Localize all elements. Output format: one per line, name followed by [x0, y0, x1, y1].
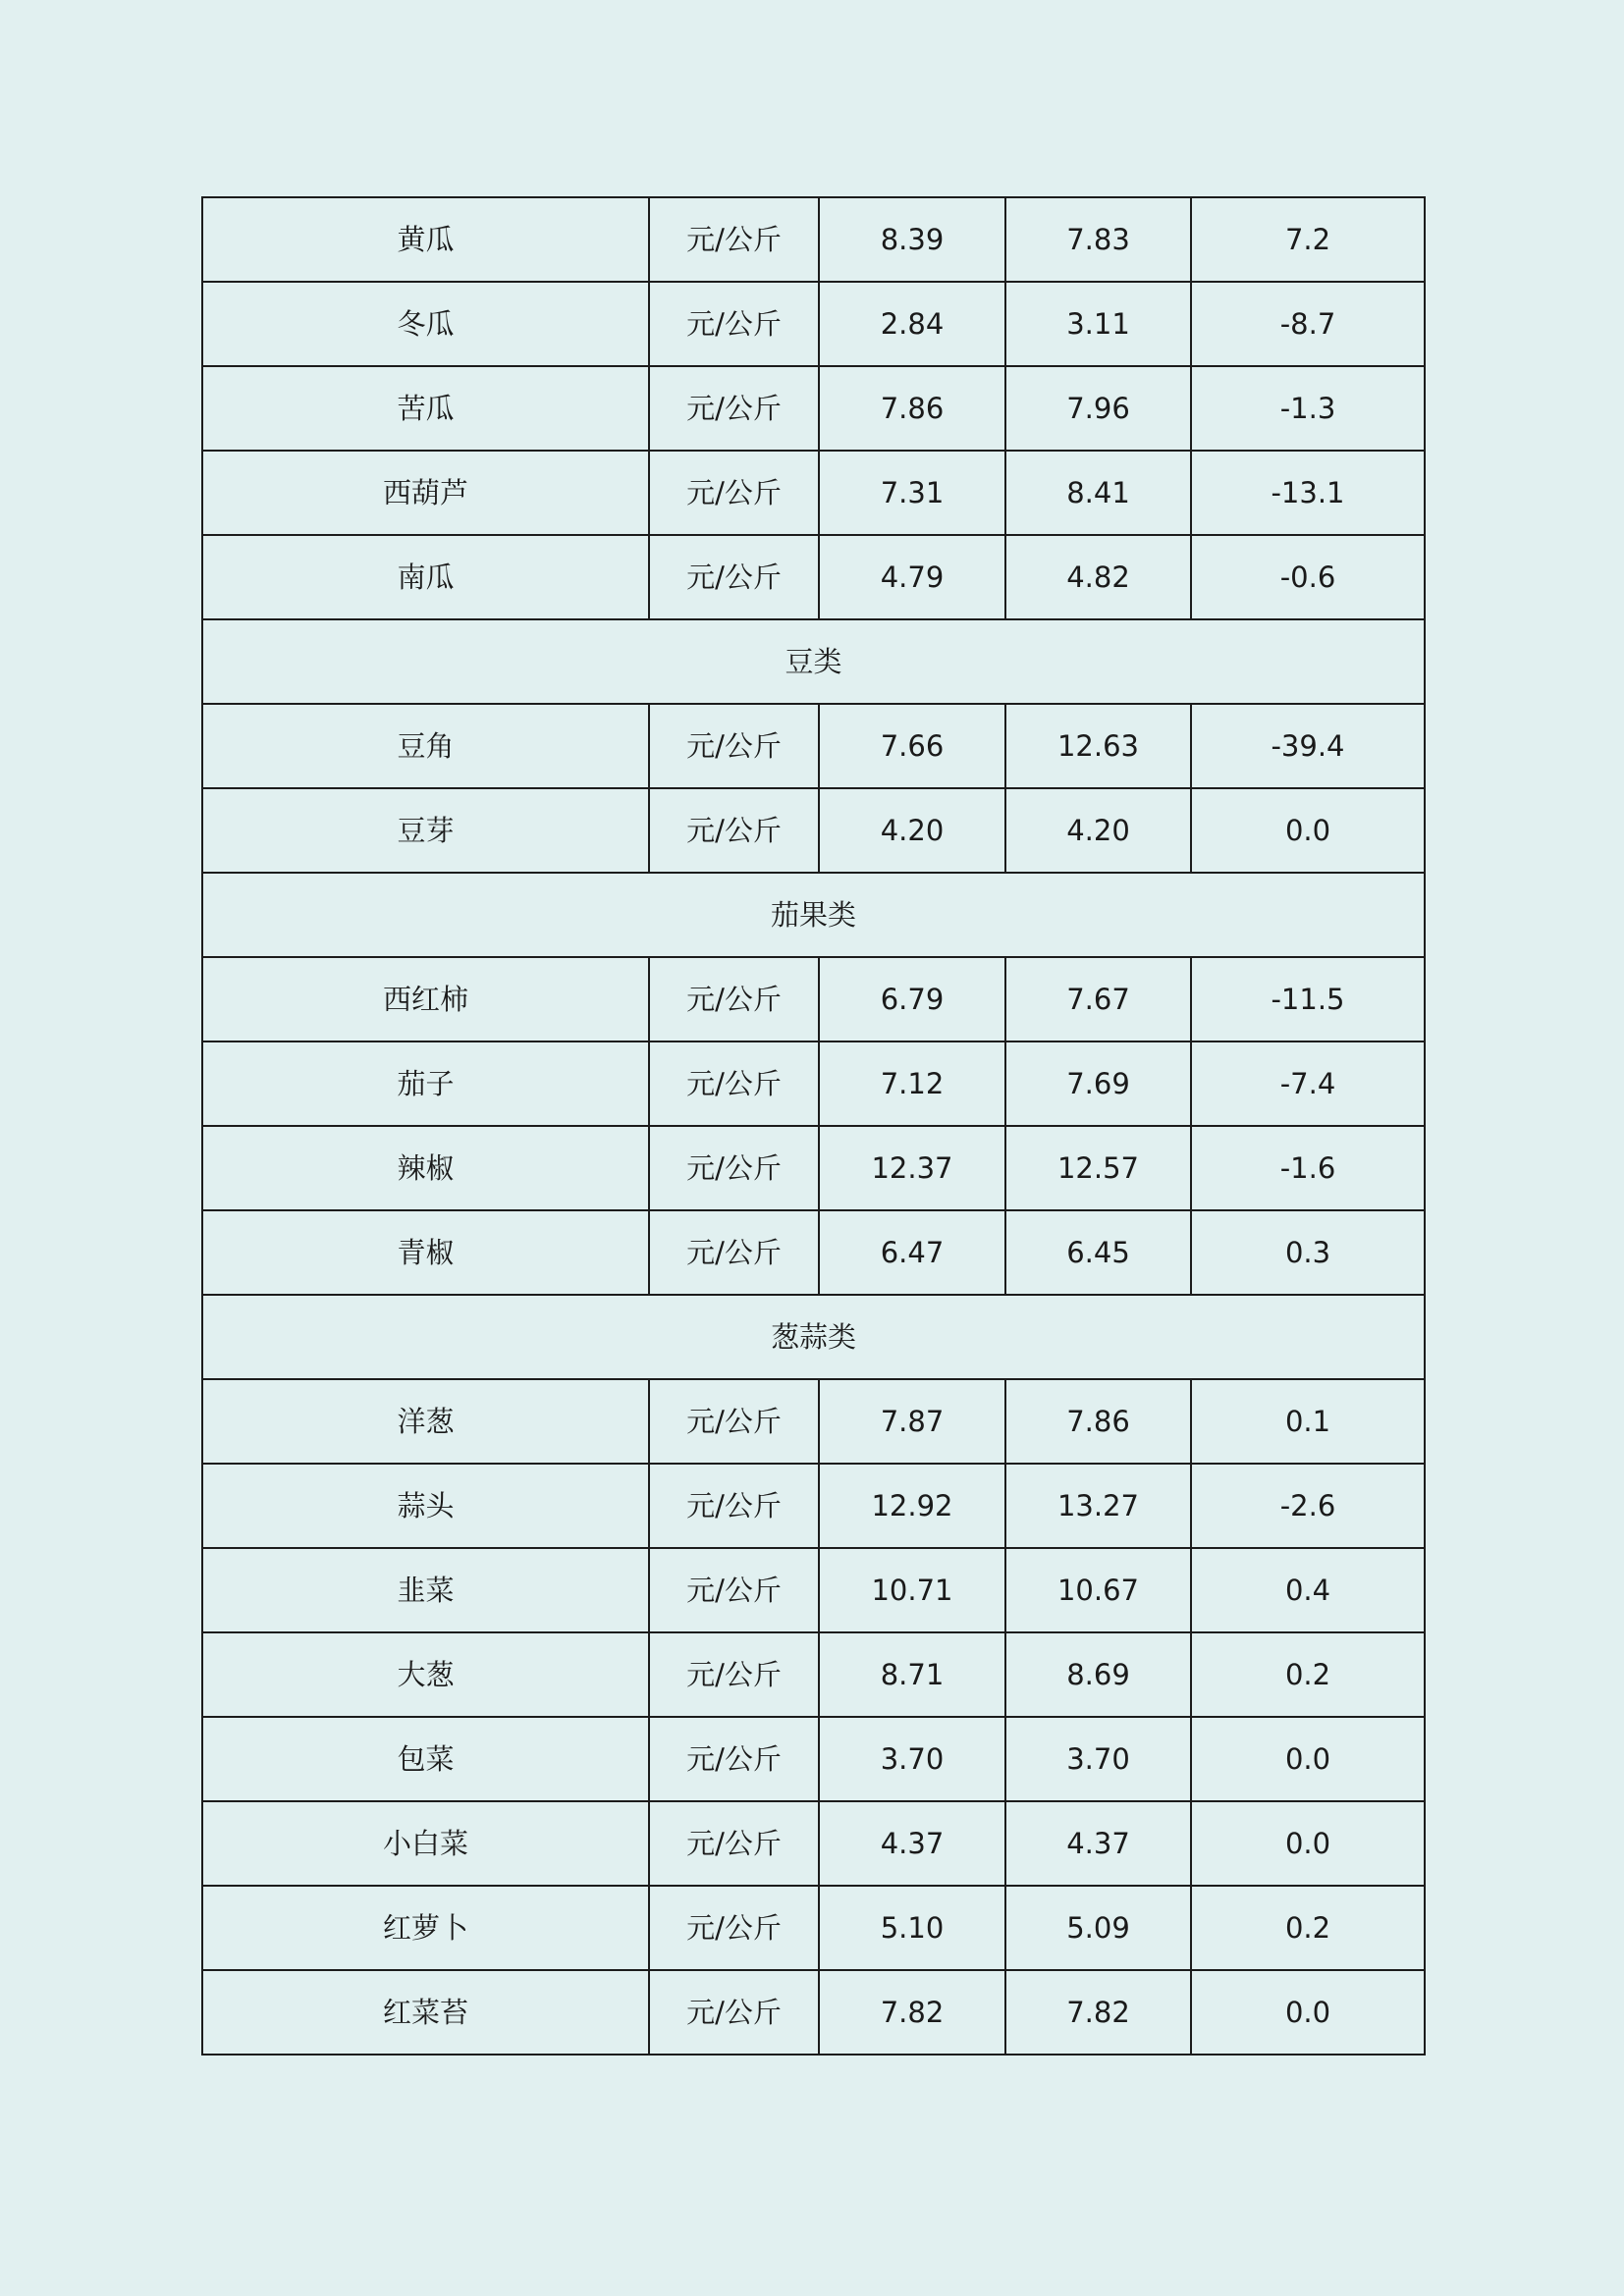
table-row — [202, 1717, 1425, 1801]
price-table-body — [202, 197, 1425, 2055]
current-price-cell: 7.31 — [819, 451, 1005, 535]
table-row — [202, 1126, 1425, 1210]
change-percent-cell: -8.7 — [1191, 282, 1425, 366]
item-name-cell: 苦瓜 — [202, 366, 649, 451]
table-row — [202, 1970, 1425, 2055]
previous-price-cell: 7.82 — [1005, 1970, 1191, 2055]
item-name-cell: 红菜苔 — [202, 1970, 649, 2055]
previous-price-cell: 7.83 — [1005, 197, 1191, 282]
previous-price-cell: 4.37 — [1005, 1801, 1191, 1886]
unit-cell: 元/公斤 — [649, 1801, 819, 1886]
current-price-cell: 7.82 — [819, 1970, 1005, 2055]
table-row — [202, 1379, 1425, 1464]
current-price-cell: 8.39 — [819, 197, 1005, 282]
item-name-cell: 茄子 — [202, 1041, 649, 1126]
change-percent-cell: 0.2 — [1191, 1886, 1425, 1970]
item-name-cell: 西红柿 — [202, 957, 649, 1041]
current-price-cell: 12.92 — [819, 1464, 1005, 1548]
current-price-cell: 7.87 — [819, 1379, 1005, 1464]
table-row — [202, 957, 1425, 1041]
category-row — [202, 619, 1425, 704]
change-percent-cell: 0.2 — [1191, 1632, 1425, 1717]
change-percent-cell: -2.6 — [1191, 1464, 1425, 1548]
item-name-cell: 韭菜 — [202, 1548, 649, 1632]
category-row — [202, 1295, 1425, 1379]
previous-price-cell: 7.86 — [1005, 1379, 1191, 1464]
change-percent-cell: 0.1 — [1191, 1379, 1425, 1464]
current-price-cell: 8.71 — [819, 1632, 1005, 1717]
change-percent-cell: -13.1 — [1191, 451, 1425, 535]
change-percent-cell: 0.4 — [1191, 1548, 1425, 1632]
current-price-cell: 3.70 — [819, 1717, 1005, 1801]
previous-price-cell: 4.20 — [1005, 788, 1191, 873]
item-name-cell: 豆角 — [202, 704, 649, 788]
previous-price-cell: 6.45 — [1005, 1210, 1191, 1295]
item-name-cell: 豆芽 — [202, 788, 649, 873]
previous-price-cell: 8.69 — [1005, 1632, 1191, 1717]
unit-cell: 元/公斤 — [649, 1548, 819, 1632]
change-percent-cell: 0.0 — [1191, 1970, 1425, 2055]
table-row — [202, 1464, 1425, 1548]
current-price-cell: 7.12 — [819, 1041, 1005, 1126]
change-percent-cell: -0.6 — [1191, 535, 1425, 619]
unit-cell: 元/公斤 — [649, 1379, 819, 1464]
change-percent-cell: 0.0 — [1191, 1801, 1425, 1886]
category-row — [202, 873, 1425, 957]
item-name-cell: 青椒 — [202, 1210, 649, 1295]
current-price-cell: 6.79 — [819, 957, 1005, 1041]
unit-cell: 元/公斤 — [649, 1210, 819, 1295]
previous-price-cell: 8.41 — [1005, 451, 1191, 535]
current-price-cell: 4.79 — [819, 535, 1005, 619]
table-row — [202, 366, 1425, 451]
current-price-cell: 7.86 — [819, 366, 1005, 451]
item-name-cell: 蒜头 — [202, 1464, 649, 1548]
previous-price-cell: 7.96 — [1005, 366, 1191, 451]
item-name-cell: 南瓜 — [202, 535, 649, 619]
previous-price-cell: 12.57 — [1005, 1126, 1191, 1210]
unit-cell: 元/公斤 — [649, 1632, 819, 1717]
previous-price-cell: 12.63 — [1005, 704, 1191, 788]
item-name-cell: 辣椒 — [202, 1126, 649, 1210]
unit-cell: 元/公斤 — [649, 957, 819, 1041]
current-price-cell: 4.37 — [819, 1801, 1005, 1886]
unit-cell: 元/公斤 — [649, 1464, 819, 1548]
change-percent-cell: -1.6 — [1191, 1126, 1425, 1210]
item-name-cell: 包菜 — [202, 1717, 649, 1801]
item-name-cell: 红萝卜 — [202, 1886, 649, 1970]
category-label: 葱蒜类 — [202, 1295, 1425, 1379]
previous-price-cell: 5.09 — [1005, 1886, 1191, 1970]
current-price-cell: 6.47 — [819, 1210, 1005, 1295]
unit-cell: 元/公斤 — [649, 366, 819, 451]
table-row — [202, 197, 1425, 282]
previous-price-cell: 4.82 — [1005, 535, 1191, 619]
unit-cell: 元/公斤 — [649, 451, 819, 535]
category-label: 茄果类 — [202, 873, 1425, 957]
category-label: 豆类 — [202, 619, 1425, 704]
table-row — [202, 282, 1425, 366]
change-percent-cell: -7.4 — [1191, 1041, 1425, 1126]
table-row — [202, 1632, 1425, 1717]
table-row — [202, 1886, 1425, 1970]
unit-cell: 元/公斤 — [649, 1886, 819, 1970]
table-row — [202, 1210, 1425, 1295]
vegetable-price-table — [201, 196, 1426, 2056]
unit-cell: 元/公斤 — [649, 1041, 819, 1126]
previous-price-cell: 3.11 — [1005, 282, 1191, 366]
unit-cell: 元/公斤 — [649, 1717, 819, 1801]
item-name-cell: 冬瓜 — [202, 282, 649, 366]
unit-cell: 元/公斤 — [649, 788, 819, 873]
item-name-cell: 洋葱 — [202, 1379, 649, 1464]
table-row — [202, 1801, 1425, 1886]
item-name-cell: 黄瓜 — [202, 197, 649, 282]
current-price-cell: 10.71 — [819, 1548, 1005, 1632]
table-row — [202, 704, 1425, 788]
table-row — [202, 535, 1425, 619]
table-row — [202, 788, 1425, 873]
previous-price-cell: 13.27 — [1005, 1464, 1191, 1548]
current-price-cell: 7.66 — [819, 704, 1005, 788]
unit-cell: 元/公斤 — [649, 704, 819, 788]
item-name-cell: 小白菜 — [202, 1801, 649, 1886]
change-percent-cell: 0.0 — [1191, 788, 1425, 873]
change-percent-cell: -11.5 — [1191, 957, 1425, 1041]
previous-price-cell: 3.70 — [1005, 1717, 1191, 1801]
previous-price-cell: 10.67 — [1005, 1548, 1191, 1632]
current-price-cell: 12.37 — [819, 1126, 1005, 1210]
current-price-cell: 4.20 — [819, 788, 1005, 873]
item-name-cell: 大葱 — [202, 1632, 649, 1717]
previous-price-cell: 7.69 — [1005, 1041, 1191, 1126]
change-percent-cell: -39.4 — [1191, 704, 1425, 788]
table-row — [202, 1041, 1425, 1126]
change-percent-cell: 7.2 — [1191, 197, 1425, 282]
item-name-cell: 西葫芦 — [202, 451, 649, 535]
unit-cell: 元/公斤 — [649, 282, 819, 366]
current-price-cell: 2.84 — [819, 282, 1005, 366]
change-percent-cell: 0.3 — [1191, 1210, 1425, 1295]
table-row — [202, 451, 1425, 535]
unit-cell: 元/公斤 — [649, 1970, 819, 2055]
previous-price-cell: 7.67 — [1005, 957, 1191, 1041]
change-percent-cell: 0.0 — [1191, 1717, 1425, 1801]
unit-cell: 元/公斤 — [649, 535, 819, 619]
change-percent-cell: -1.3 — [1191, 366, 1425, 451]
unit-cell: 元/公斤 — [649, 197, 819, 282]
table-row — [202, 1548, 1425, 1632]
current-price-cell: 5.10 — [819, 1886, 1005, 1970]
unit-cell: 元/公斤 — [649, 1126, 819, 1210]
